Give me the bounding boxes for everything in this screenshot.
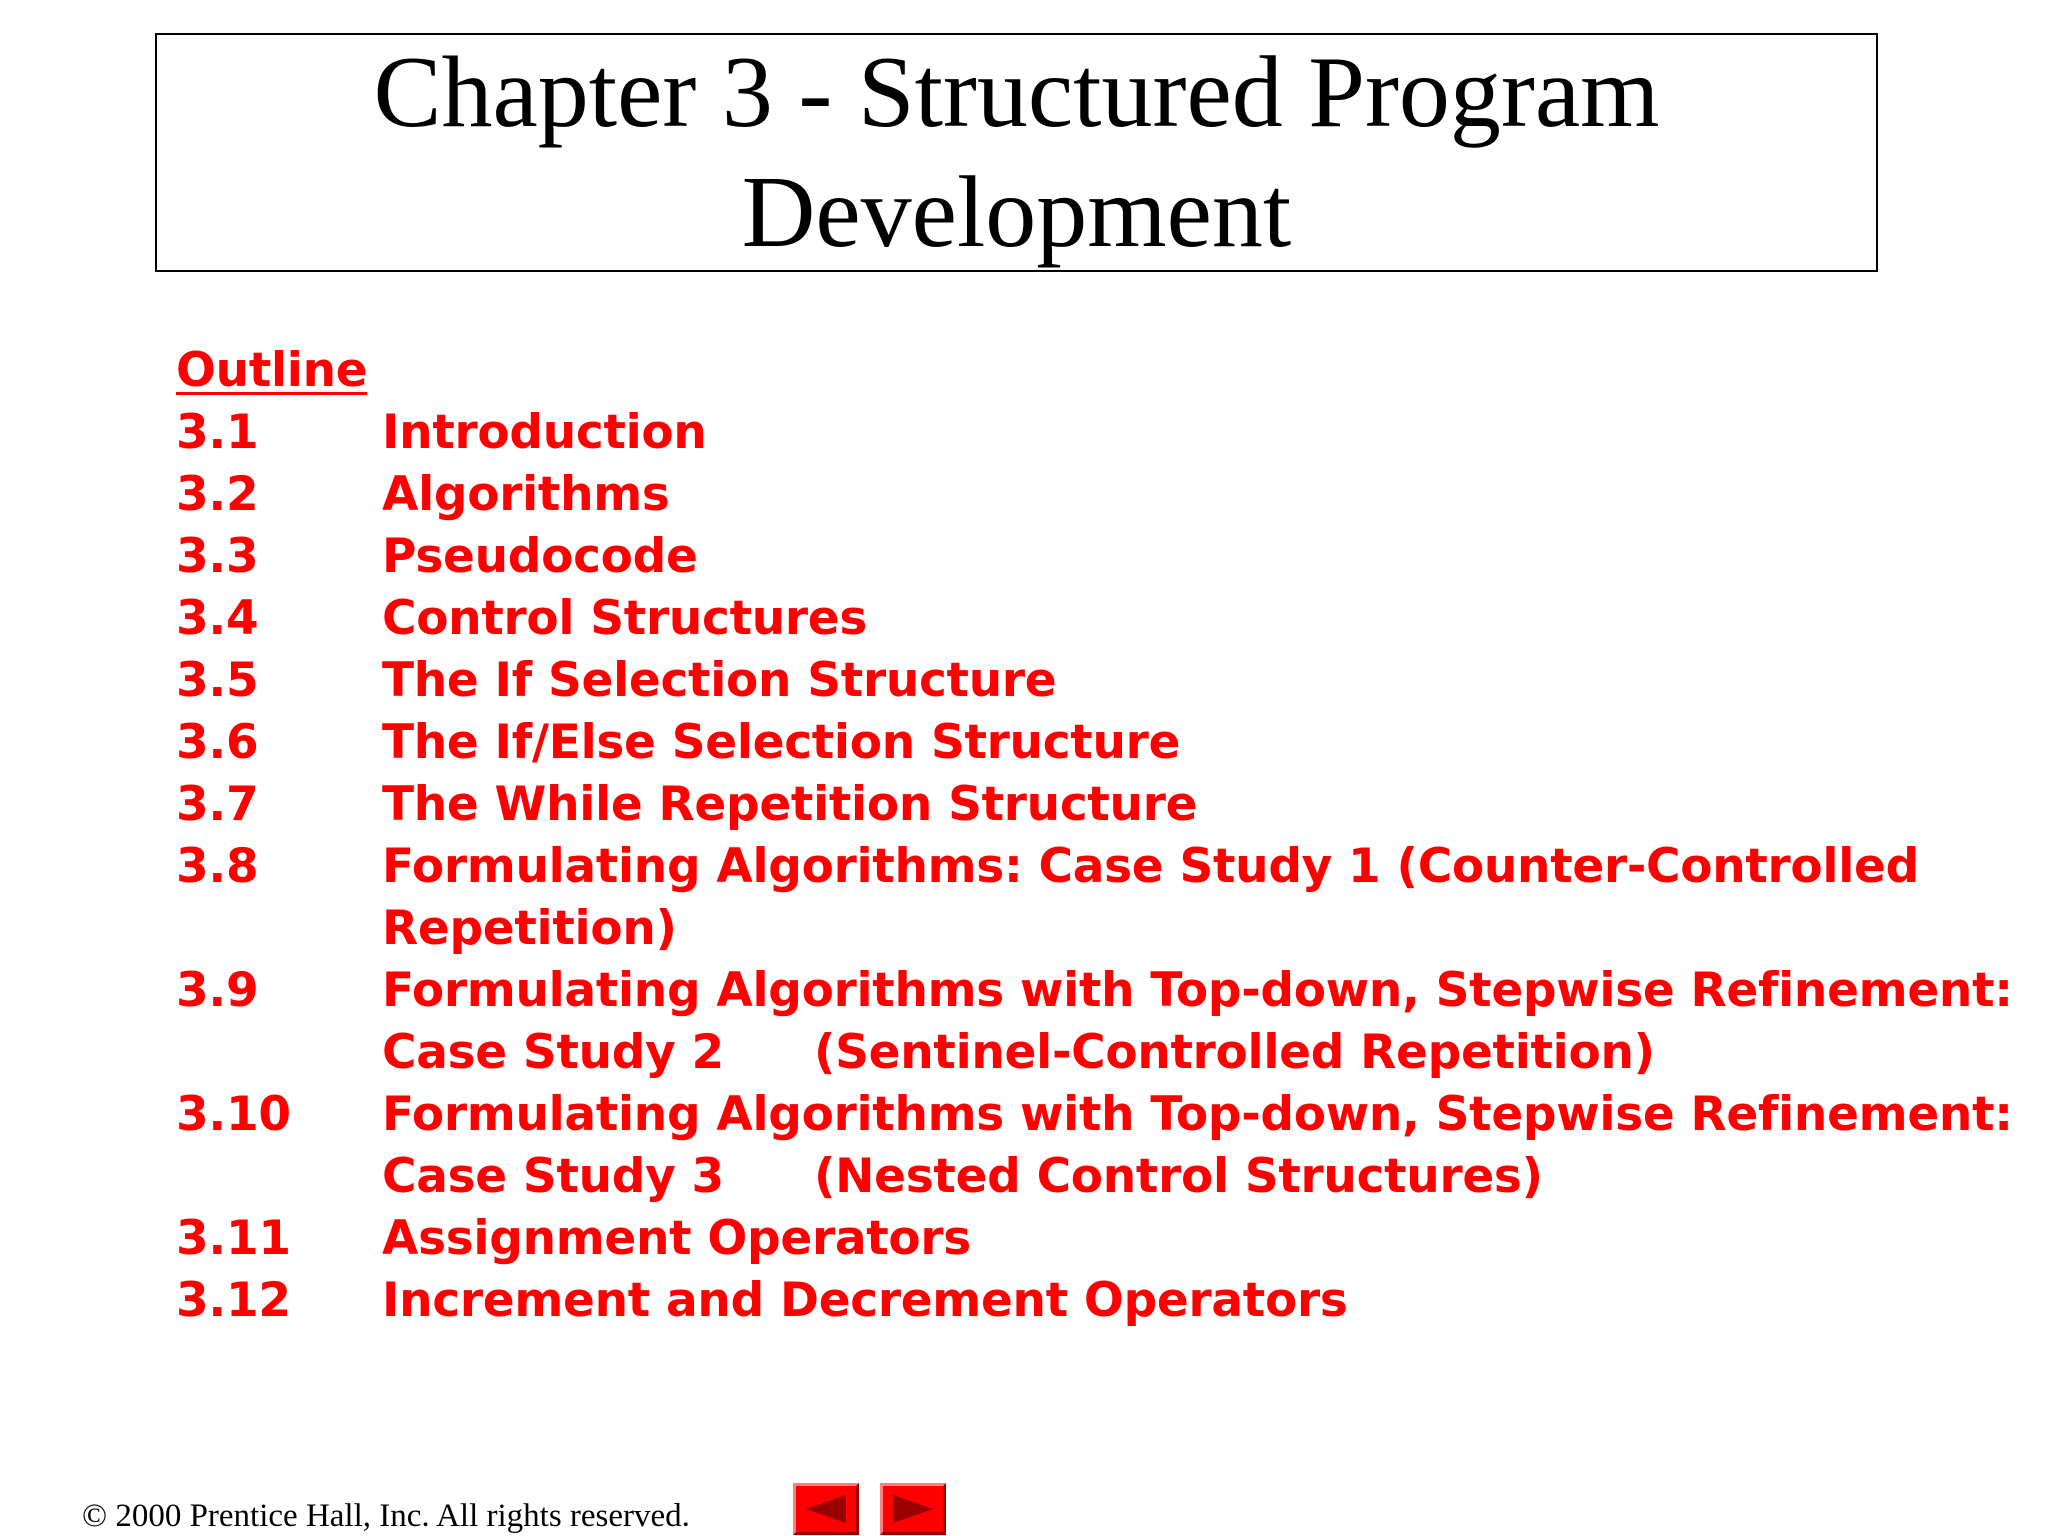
outline-item-subtitle: Case Study 2 [382, 1025, 724, 1080]
outline-item-text: Increment and Decrement Operators [382, 1273, 1348, 1328]
outline-item-text: Pseudocode [382, 529, 698, 584]
outline-item-number: 3.10 [176, 1087, 291, 1142]
outline-item-text-line: Repetition) [382, 901, 677, 956]
outline-item-number: 3.8 [176, 839, 259, 894]
outline-item[interactable] [176, 588, 1976, 650]
outline-item-text: The While Repetition Structure [382, 777, 1198, 832]
triangle-left-icon [804, 1493, 848, 1525]
outline-item-number: 3.3 [176, 529, 259, 584]
outline-item-text: Control Structures [382, 591, 868, 646]
outline-item[interactable] [176, 464, 1976, 526]
outline-item-number: 3.1 [176, 405, 259, 460]
outline-item[interactable] [176, 650, 1976, 712]
outline-item-text: The If Selection Structure [382, 653, 1057, 708]
outline-list [176, 340, 2013, 1332]
slide-title-line-2: Development [741, 155, 1292, 269]
outline-heading[interactable]: Outline [176, 343, 368, 398]
previous-slide-button[interactable] [793, 1483, 859, 1535]
outline-item-text: Introduction [382, 405, 707, 460]
outline-item-text-line [382, 1146, 2013, 1208]
outline-item[interactable] [176, 1208, 1976, 1270]
triangle-right-icon [891, 1493, 935, 1525]
outline-item-text [382, 960, 2013, 1084]
outline-item-number: 3.5 [176, 653, 259, 708]
outline-item-number: 3.12 [176, 1273, 291, 1328]
copyright-footer: © 2000 Prentice Hall, Inc. All rights reserved. [82, 1498, 690, 1534]
outline-item-text-line [382, 1022, 2013, 1084]
next-slide-button[interactable] [880, 1483, 946, 1535]
outline-item[interactable] [176, 836, 1976, 960]
outline-item-text-line: Formulating Algorithms with Top-down, Stepwise Refinement: [382, 1087, 2013, 1142]
outline-item-text [382, 1084, 2013, 1208]
outline-item-number: 3.11 [176, 1211, 291, 1266]
outline-item[interactable] [176, 526, 1976, 588]
outline-item[interactable] [176, 402, 1976, 464]
slide-title-box [155, 33, 1878, 272]
outline-item-text-line: Formulating Algorithms: Case Study 1 (Counter-Controlled [382, 839, 1919, 894]
outline-item[interactable] [176, 712, 1976, 774]
outline-item-subtitle-detail: (Nested Control Structures) [813, 1149, 1543, 1204]
outline-item-subtitle: Case Study 3 [382, 1149, 724, 1204]
outline-item[interactable] [176, 1084, 2013, 1208]
outline-item[interactable] [176, 960, 2013, 1084]
outline-item-number: 3.2 [176, 467, 259, 522]
slide-title-line-1: Chapter 3 - Structured Program [373, 35, 1660, 149]
outline-item-text: The If/Else Selection Structure [382, 715, 1181, 770]
outline-item[interactable] [176, 1270, 1976, 1332]
outline-item-text: Assignment Operators [382, 1211, 971, 1266]
outline-item-text-line: Formulating Algorithms with Top-down, Stepwise Refinement: [382, 963, 2013, 1018]
outline-item-text: Algorithms [382, 467, 670, 522]
outline-item-number: 3.9 [176, 963, 259, 1018]
outline-item-number: 3.6 [176, 715, 259, 770]
outline-item-subtitle-detail: (Sentinel-Controlled Repetition) [813, 1025, 1655, 1080]
outline-item-number: 3.4 [176, 591, 259, 646]
outline-item-text [382, 836, 1976, 960]
outline-item[interactable] [176, 774, 1976, 836]
outline-item-number: 3.7 [176, 777, 259, 832]
